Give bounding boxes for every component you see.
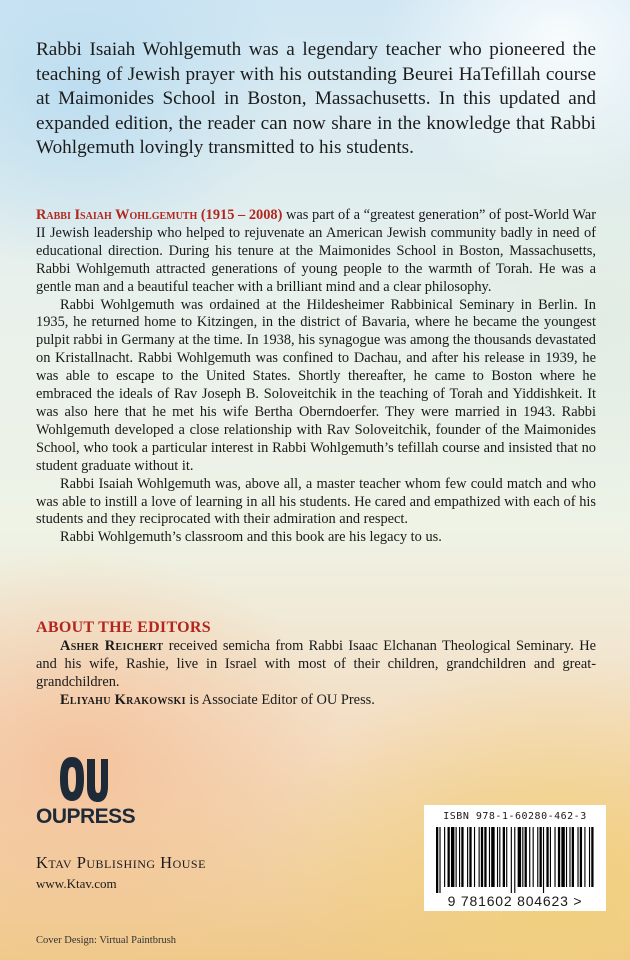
editor-2-name: Eliyahu Krakowski bbox=[60, 691, 186, 708]
cover-design-credit: Cover Design: Virtual Paintbrush bbox=[36, 935, 177, 946]
bio-paragraph-3: Rabbi Isaiah Wohlgemuth was, above all, a master teacher whom few could match and who was able to instill a love of learning in all his students. He cared and empathized with each of his students and they reciprocated with their admiration and respect. bbox=[36, 475, 596, 528]
editor-1 bbox=[36, 638, 596, 692]
isbn-barcode bbox=[424, 805, 606, 911]
bio-paragraph-4: Rabbi Wohlgemuth’s classroom and this book are his legacy to us. bbox=[60, 529, 442, 546]
biography bbox=[36, 207, 596, 547]
editors-section bbox=[36, 638, 596, 710]
bio-name-heading: Rabbi Isaiah Wohlgemuth (1915 – 2008) bbox=[36, 207, 283, 223]
isbn-number: ISBN 978-1-60280-462-3 bbox=[443, 811, 587, 822]
editor-2 bbox=[36, 692, 596, 710]
publisher-name: Ktav Publishing House bbox=[36, 853, 206, 872]
barcode-icon bbox=[432, 827, 598, 893]
ou-press-logo bbox=[36, 755, 136, 835]
editor-2-text: is Associate Editor of OU Press. bbox=[185, 691, 375, 708]
intro-blurb: Rabbi Isaiah Wohlgemuth was a legendary teacher who pioneered the teaching of Jewish prayer with his outstanding Beurei HaTefillah course at Maimonides School in Boston, Massachusetts. In this updated and expanded edition, the reader can now share in the knowledge that Rabbi Wohlgemuth lovingly transmitted to his students. bbox=[36, 39, 596, 159]
bio-paragraph-2: Rabbi Wohlgemuth was ordained at the Hildesheimer Rabbinical Seminary in Berlin. In 1935, he returned home to Kitzingen, in the district of Bavaria, where he became the youngest pulpit rabbi in Germany at the time. In 1938, his synagogue was among the thousands devastated on Kristallnacht. Rabbi Wohlgemuth was confined to Dachau, and after his release in 1939, he was able to escape to the United States. Shortly thereafter, he came to Boston where he embraced the ideals of Rav Joseph B. Soloveitchik in the teaching of Torah and Yiddishkeit. It was also here that he met his wife Bertha Oberndoerfer. They were married in 1943. Rabbi Wohlgemuth developed a close relationship with Rav Soloveitchik, founder of the Maimonides School, who took a particular interest in Rabbi Wohlgemuth’s tefillah course and insisted that no student graduate without it. bbox=[36, 296, 596, 474]
bio-paragraph-1-text: was part of a “greatest generation” of post-World War II Jewish leadership who helped to rejuvenate an American Jewish community badly in need of educational direction. During his tenure at the Maimonides School in Boston, Massachusetts, Rabbi Wohlgemuth attracted generations of young people to the warmth of Torah. He was a gentle man and a beautiful teacher with a brilliant mind and a clear philosophy. bbox=[36, 207, 596, 295]
publisher-website: www.Ktav.com bbox=[36, 876, 117, 891]
editor-1-name: Asher Reichert bbox=[60, 638, 164, 654]
editors-heading: ABOUT THE EDITORS bbox=[36, 619, 211, 636]
ou-press-wordmark: OUPRESS bbox=[36, 805, 136, 828]
ou-press-logo-icon bbox=[58, 755, 110, 805]
barcode-digits: 9 781602 804623 > bbox=[447, 893, 583, 909]
editor-1-text: received semicha from Rabbi Isaac Elchanan Theological Seminary. He and his wife, Rashie, live in Israel with most of their children, grandchildren and great-grandchildren. bbox=[36, 638, 596, 690]
bio-paragraph-1 bbox=[36, 207, 596, 297]
